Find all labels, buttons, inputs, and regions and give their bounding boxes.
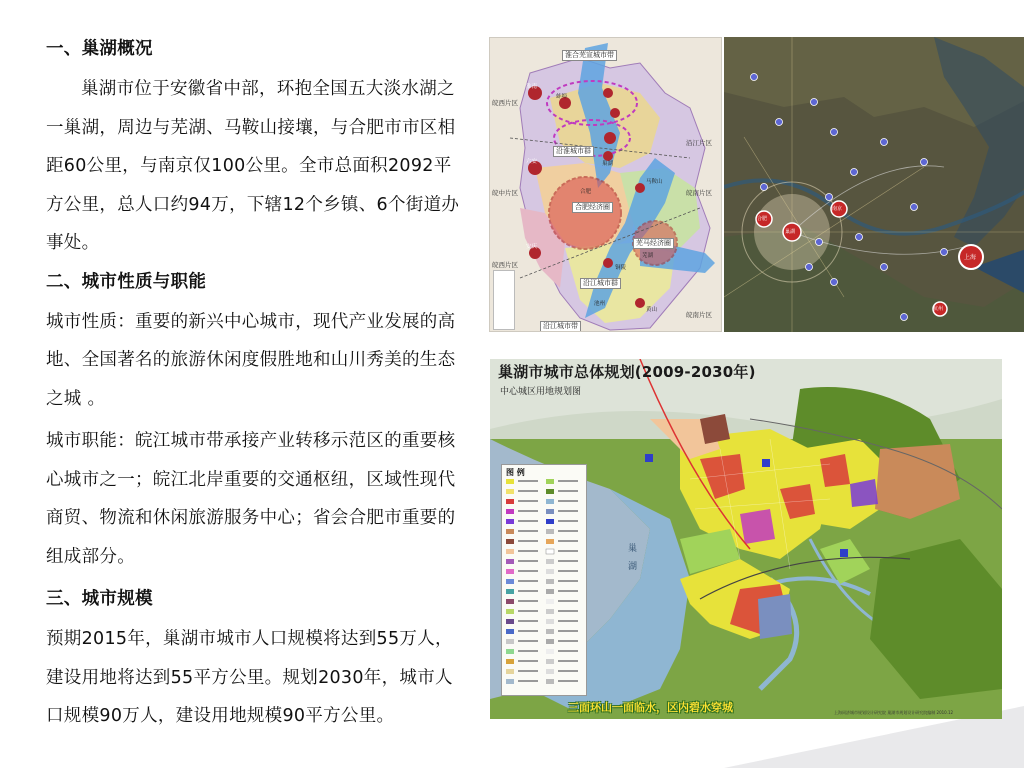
land-use-planning-map	[490, 359, 1002, 719]
map1-city-label: 铜陵	[615, 265, 627, 271]
map1-city-label: 芜湖	[642, 253, 654, 259]
map1-wuma-circle-label: 芜马经济圈	[633, 238, 674, 249]
legend-title: 图 例	[506, 468, 525, 477]
satellite-map-graphic	[724, 37, 1024, 332]
city-scale-paragraph: 预期2015年，巢湖市城市人口规模将达到55万人，建设用地将达到55平方公里。规划2030年，城市人口规模90万人，建设用地规模90平方公里。	[46, 629, 453, 726]
map1-bottom-label: 沿江城市带	[540, 321, 581, 332]
map1-side-label-1: 皖西片区	[492, 99, 518, 107]
map1-city-label: 合肥	[580, 189, 592, 195]
map1-city-label: 池州	[594, 301, 606, 307]
satellite-regional-map	[724, 37, 1024, 332]
map2-city-label-hefei: 合肥	[757, 216, 768, 222]
map1-city-label: 蚌埠	[556, 94, 568, 100]
section-heading-nature: 二、城市性质与职能	[46, 271, 207, 292]
map1-top-label: 淮合芜宣城市带	[562, 50, 617, 61]
map1-city-label: 六安	[526, 159, 538, 165]
map2-city-label-hangzhou: 杭州	[933, 306, 944, 312]
land-use-legend	[501, 464, 587, 696]
land-use-map-credit: 上海同济城市规划设计研究院 巢湖市规划设计研究院编制 2010.12	[834, 710, 954, 715]
land-use-map-slogan: 三面环山一面临水，区内碧水穿城	[568, 701, 733, 714]
land-use-map-subtitle: 中心城区用地规划图	[500, 387, 582, 397]
map1-side-label-6: 皖南片区	[686, 311, 712, 319]
map1-side-label-4: 沿江片区	[686, 139, 712, 147]
section-heading-overview: 一、巢湖概况	[46, 39, 153, 59]
map2-city-label-nanjing: 南京	[832, 206, 843, 212]
map1-corridor-label: 沿江城市群	[580, 278, 621, 289]
lake-label-hu: 湖	[628, 562, 638, 572]
map1-city-label: 淮南	[526, 84, 538, 90]
map1-side-label-2: 皖中片区	[492, 189, 518, 197]
map1-city-label: 马鞍山	[646, 179, 663, 185]
land-use-map-title: 巢湖市城市总体规划(2009-2030年)	[498, 363, 756, 381]
map1-hefei-circle-label: 合肥经济圈	[572, 202, 613, 213]
text-column	[46, 30, 466, 736]
regional-planning-map	[489, 37, 722, 332]
map1-city-label: 安庆	[526, 244, 538, 250]
lake-label-chao: 巢	[628, 544, 638, 554]
overview-paragraph: 巢湖市位于安徽省中部，环抱全国五大淡水湖之一巢湖，周边与芜湖、马鞍山接壤，与合肥市市区相距60公里，与南京仅100公里。全市总面积2092平方公里，总人口约94万，下辖12个乡镇、6个街道办事处。	[46, 79, 460, 253]
map2-city-label-chaohu: 巢湖	[785, 229, 796, 235]
city-function-paragraph: 城市职能：皖江城市带承接产业转移示范区的重要核心城市之一；皖江北岸重要的交通枢纽，区域性现代商贸、物流和休闲旅游服务中心；省会合肥市重要的组成部分。	[46, 431, 456, 567]
map2-city-label-shanghai: 上海	[964, 254, 977, 261]
map1-side-label-3: 皖西片区	[492, 261, 518, 269]
map1-belt-label: 沿淮城市群	[553, 146, 594, 157]
map1-side-label-5: 皖南片区	[686, 189, 712, 197]
map1-city-label: 黄山	[646, 307, 658, 313]
city-nature-paragraph: 城市性质：重要的新兴中心城市，现代产业发展的高地、全国著名的旅游休闲度假胜地和山川秀美的生态之城 。	[46, 311, 456, 409]
legend-swatches	[502, 465, 588, 697]
map1-city-label: 巢湖	[602, 161, 614, 167]
section-heading-scale: 三、城市规模	[46, 589, 153, 609]
map1-legend	[493, 270, 515, 330]
